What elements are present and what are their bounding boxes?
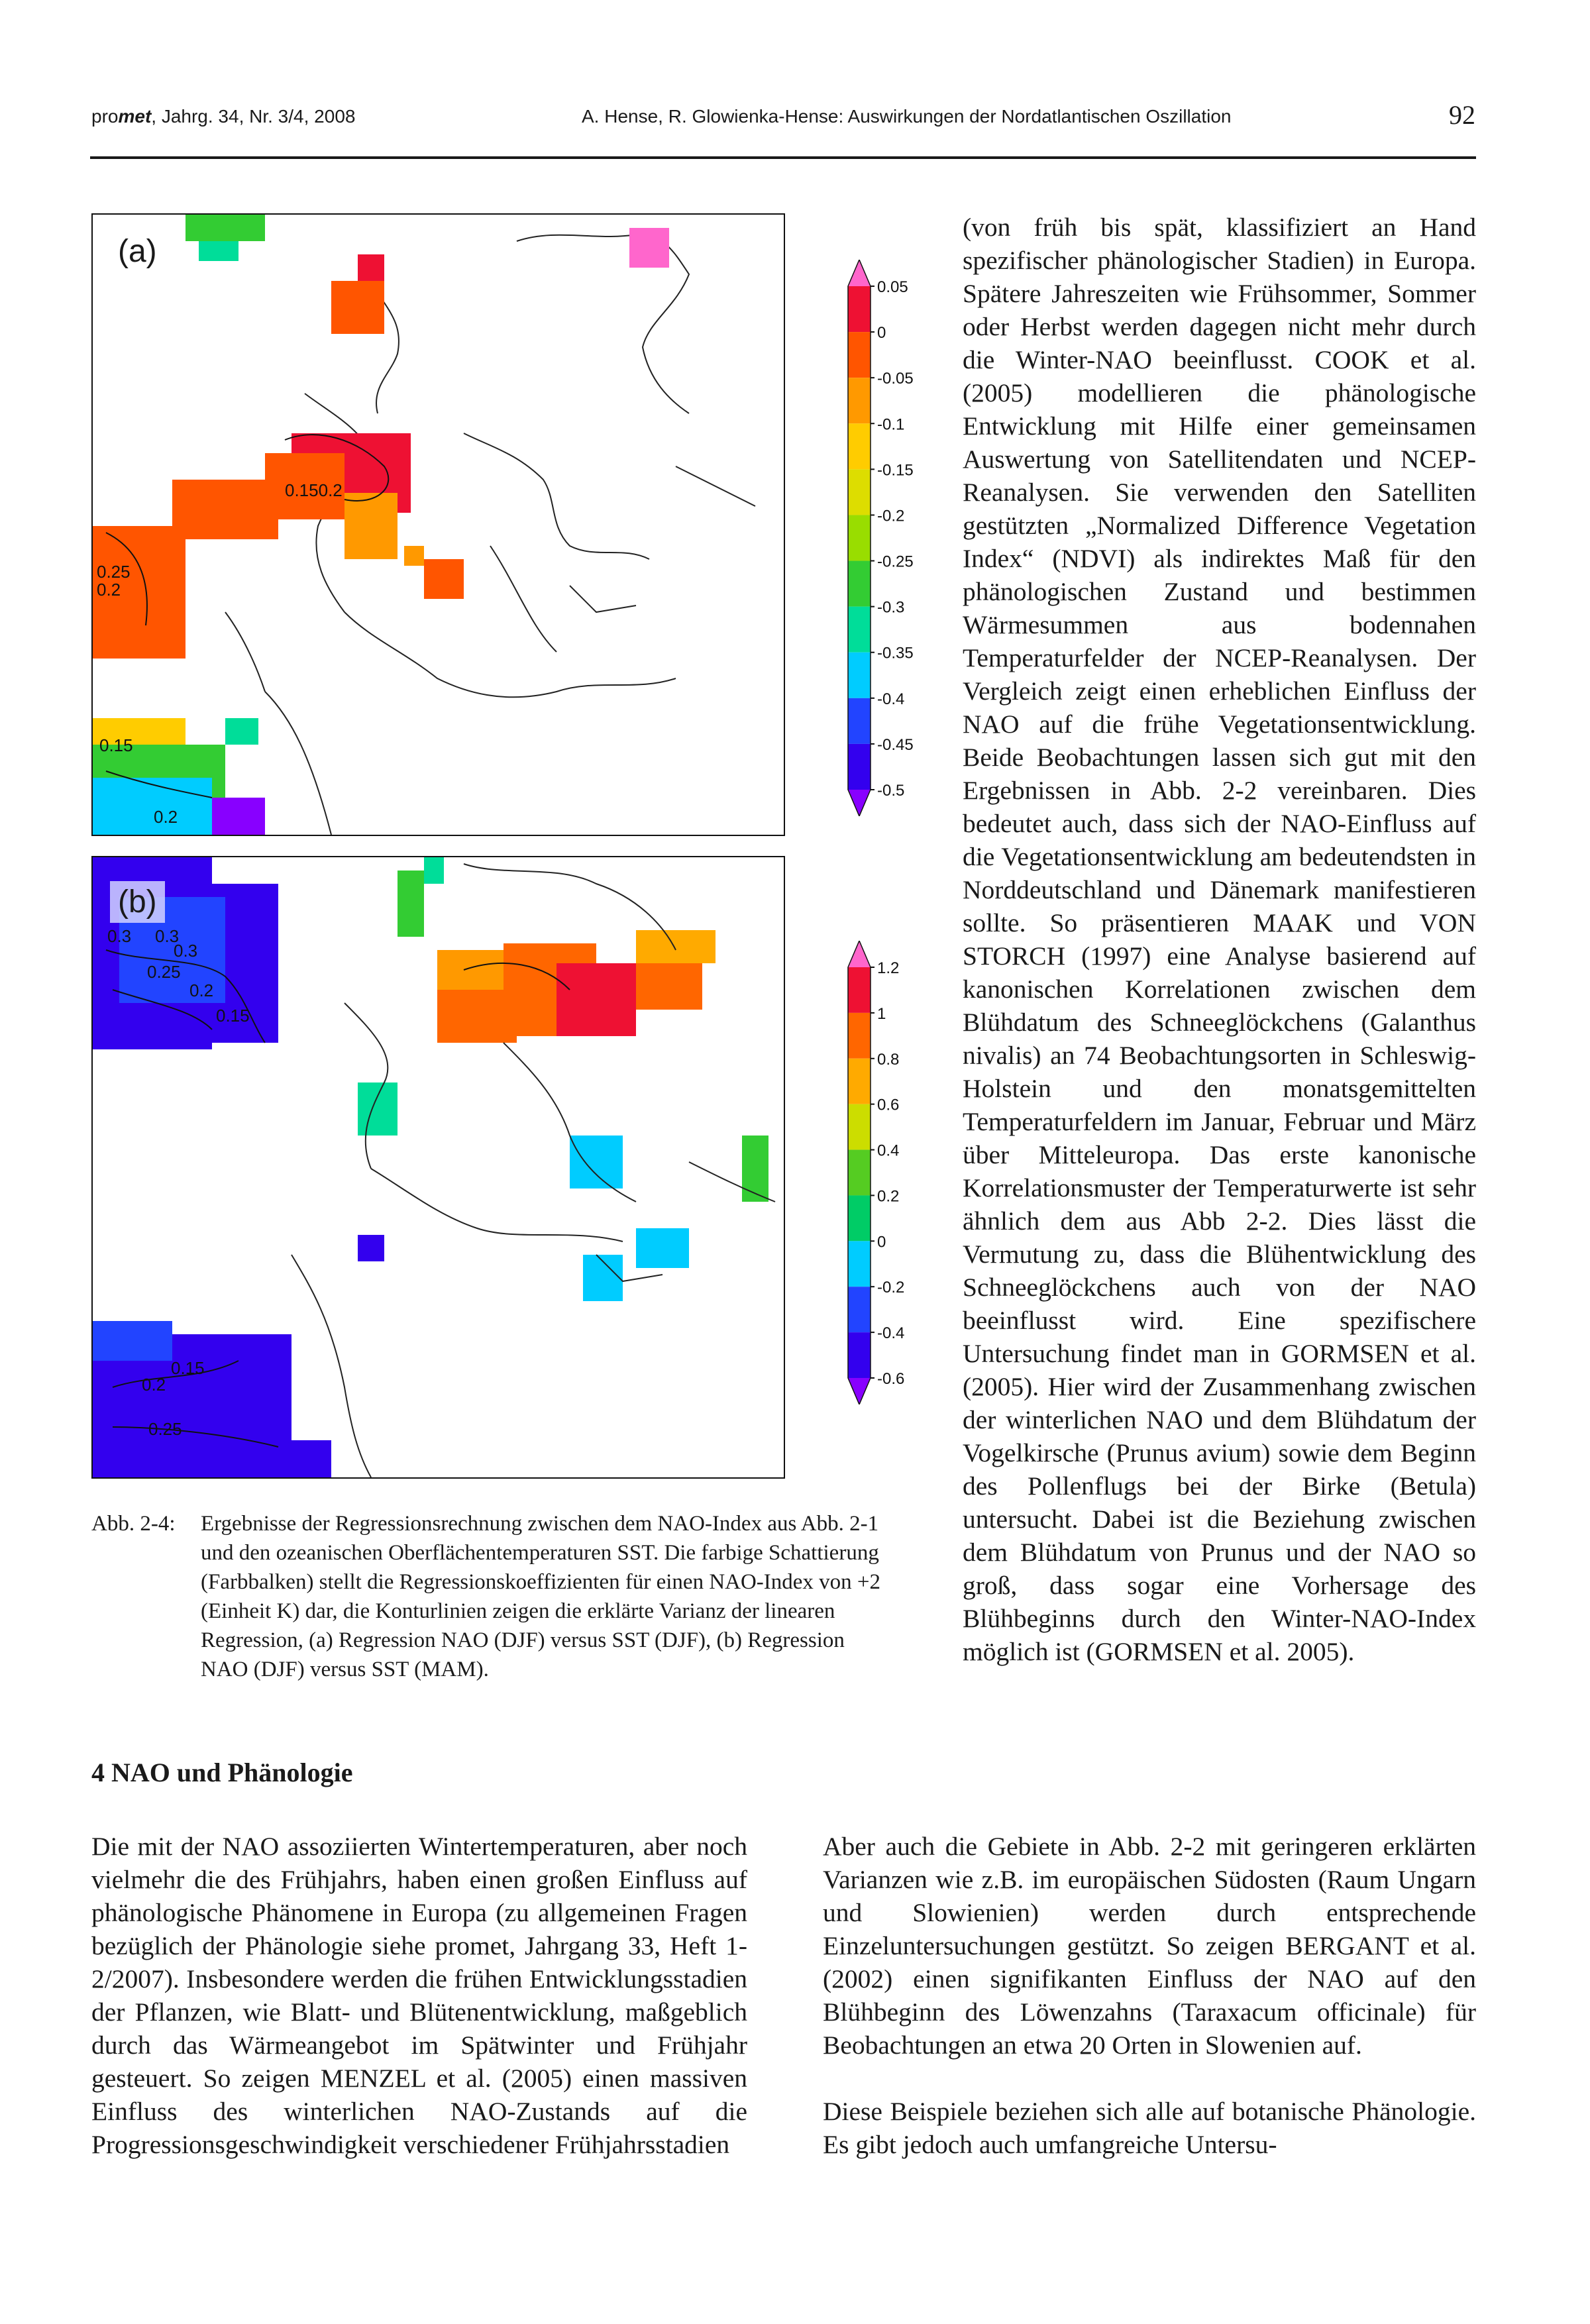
- colorbar-segment: [848, 332, 871, 378]
- colorbar-b: [841, 941, 934, 1404]
- colorbar-tick-label: -0.2: [877, 507, 905, 525]
- colorbar-tick-label: -0.1: [877, 415, 905, 434]
- colorbar-segment: [848, 561, 871, 607]
- colorbar-tick-label: 0.05: [877, 278, 908, 296]
- text-column-right: [963, 211, 1476, 1668]
- contour-label: 0.25: [147, 962, 181, 982]
- colorbar-tick-label: -0.4: [877, 690, 905, 708]
- running-title: A. Hense, R. Glowienka-Hense: Auswirkungen der Nordatlantischen Oszillation: [582, 106, 1232, 127]
- colorbar-segment: [848, 790, 871, 816]
- colorbar-tick-label: 0.6: [877, 1096, 900, 1114]
- colorbar-tick-label: -0.05: [877, 370, 914, 388]
- colorbar-tick-label: 0: [877, 324, 886, 343]
- colorbar-tick-label: -0.5: [877, 782, 905, 800]
- colorbar-tick-label: -0.35: [877, 644, 914, 662]
- colorbar-tick-label: -0.4: [877, 1324, 905, 1343]
- contour-label: 0.150.2: [285, 480, 343, 500]
- colorbar-b-graphic: [841, 941, 934, 1404]
- paragraph: Diese Beispiele beziehen sich alle auf botanische Phänologie. Es gibt jedoch auch umfangreiche Untersu-: [823, 2097, 1476, 2159]
- colorbar-segment: [848, 941, 871, 967]
- contour-label: 0.2: [142, 1375, 166, 1395]
- header-rule: [90, 156, 1476, 159]
- colorbar-segment: [848, 260, 871, 286]
- colorbar-tick-label: -0.3: [877, 598, 905, 617]
- colorbar-segment: [848, 423, 871, 469]
- panel-label-b: (b): [110, 881, 165, 923]
- contour-label: 0.15: [216, 1006, 250, 1026]
- colorbar-segment: [848, 286, 871, 332]
- colorbar-a: [841, 260, 934, 816]
- colorbar-segment: [848, 1104, 871, 1150]
- map-panel-b: [91, 856, 785, 1479]
- colorbar-segment: [848, 698, 871, 744]
- paragraph: Die mit der NAO assoziierten Wintertemperaturen, aber noch vielmehr die des Frühjahrs, haben einen großen Einfluss auf phänologische Phänomene in Europa (zu allgemeinen Fragen bezüglich der Phänologie siehe promet, Jahrgang 33, Heft 1-2/2007). Insbesondere werden die frühen Entwicklungsstadien der Pflanzen, wie Blatt- und Blütenentwicklung, maßgeblich durch das Wärmeangebot im Spätwinter und Frühjahr gesteuert. So zeigen MENZEL et al. (2005) einen massiven Einfluss des winterlichen NAO-Zustands auf die Progressionsgeschwindigkeit verschiedener Frühjahrsstadien: [91, 1832, 747, 2159]
- contour-label: 0.3: [107, 926, 132, 946]
- page-number: 92: [1449, 100, 1475, 130]
- section-heading: 4 NAO und Phänologie: [91, 1758, 353, 1787]
- contour-label: 0.2: [189, 980, 214, 1000]
- colorbar-segment: [848, 1332, 871, 1378]
- colorbar-segment: [848, 515, 871, 560]
- colorbar-segment: [848, 1013, 871, 1059]
- colorbar-segment: [848, 653, 871, 698]
- paragraph: Aber auch die Gebiete in Abb. 2-2 mit geringeren erklärten Varianzen wie z.B. im europäischen Südosten (Raum Ungarn und Slowienien) werden durch entsprechende Einzeluntersuchungen gestützt. So zeigen BERGANT et al. (2002) einen signifikanten Einfluss der NAO auf den Blühbeginn des Löwenzahns (Taraxacum officinale) für Beobachtungen an etwa 20 Orten in Slowenien auf.: [823, 1832, 1476, 2060]
- map-panel-a: [91, 213, 785, 836]
- colorbar-segment: [848, 1378, 871, 1404]
- colorbar-tick-label: -0.2: [877, 1279, 905, 1297]
- colorbar-segment: [848, 744, 871, 790]
- colorbar-segment: [848, 1287, 871, 1332]
- colorbar-tick-label: 0.4: [877, 1141, 900, 1160]
- caption-text: Ergebnisse der Regressionsrechnung zwischen dem NAO-Index aus Abb. 2-1 und den ozeanischen Oberflächentemperaturen SST. Die farbige Schattierung (Farbbalken) stellt die Regressionskoeffizienten für einen NAO-Index von +2 (Einheit K) dar, die Konturlinien zeigen die erklärte Varianz der linearen Regression, (a) Regression NAO (DJF) versus SST (DJF), (b) Regression NAO (DJF) versus SST (MAM).: [201, 1512, 881, 1681]
- colorbar-tick-label: 0: [877, 1233, 886, 1251]
- colorbar-segment: [848, 1195, 871, 1241]
- colorbar-segment: [848, 1150, 871, 1196]
- colorbar-segment: [848, 607, 871, 653]
- colorbar-segment: [848, 378, 871, 423]
- colorbar-tick-label: -0.15: [877, 461, 914, 480]
- journal-reference: promet, Jahrg. 34, Nr. 3/4, 2008: [91, 106, 356, 127]
- colorbar-tick-label: -0.25: [877, 553, 914, 571]
- colorbar-segment: [848, 1241, 871, 1287]
- colorbar-tick-label: 0.2: [877, 1187, 900, 1206]
- contour-label: 0.3: [174, 941, 198, 961]
- contour-label: 0.25: [97, 562, 131, 582]
- colorbar-a-graphic: [841, 260, 934, 816]
- map-a-graphic: [93, 215, 784, 835]
- colorbar-segment: [848, 469, 871, 515]
- contour-label: 0.2: [154, 807, 178, 827]
- text-column-bottom-left: [91, 1830, 747, 2161]
- colorbar-tick-label: 1: [877, 1004, 886, 1023]
- colorbar-tick-label: 0.8: [877, 1050, 900, 1069]
- colorbar-segment: [848, 1059, 871, 1104]
- contour-label: 0.15: [99, 735, 133, 755]
- colorbar-tick-label: -0.6: [877, 1370, 905, 1388]
- map-a-shading: [93, 215, 669, 835]
- colorbar-tick-label: -0.45: [877, 735, 914, 754]
- text-column-bottom-right: [823, 1830, 1476, 2161]
- colorbar-segment: [848, 967, 871, 1013]
- contour-label: 0.3: [155, 926, 180, 946]
- map-a-coastlines: [225, 235, 755, 835]
- paragraph: (von früh bis spät, klassifiziert an Hand spezifischer phänologischer Stadien) in Europa. Spätere Jahreszeiten wie Frühsommer, Sommer oder Herbst werden dagegen nicht mehr durch die Winter-NAO beeinflusst. COOK et al. (2005) modellieren die phänologische Entwicklung mit Hilfe einer gemeinsamen Auswertung von Satellitendaten und NCEP-Reanalysen. Sie verwenden den Satelliten gestützten „Normalized Difference Vegetation Index“ (NDVI) als indirektes Maß für den phänologischen Zustand und bestimmen Wärmesummen aus bodennahen Temperaturfelder der NCEP-Reanalysen. Der Vergleich zeigt einen erheblichen Einfluss der NAO auf die frühe Vegetationsentwicklung. Beide Beobachtungen lassen sich gut mit den Ergebnissen in Abb. 2-2 vereinbaren. Dies bedeutet auch, dass sich der NAO-Einfluss auf die Vegetationsentwicklung am bedeutendsten in Norddeutschland und Dänemark manifestieren sollte. So präsentieren MAAK und VON STORCH (1997) eine Analyse basierend auf kanonischen Korrelationen zwischen dem Blühdatum des Schneeglöckchens (Galanthus nivalis) an 74 Beobachtungsorten in Schleswig-Holstein und den monatsgemittelten Temperaturfeldern im Januar, Februar und März über Mitteleuropa. Das erste kanonische Korrelationsmuster der Temperaturwerte ist sehr ähnlich dem aus Abb 2-2. Dies lässt die Vermutung zu, dass die Blühentwicklung des Schneeglöckchens auch von der NAO beeinflusst wird. Eine spezifischere Untersuchung findet man in GORMSEN et al. (2005). Hier wird der Zusammenhang zwischen der winterlichen NAO und dem Blühdatum der Vogelkirsche (Prunus avium) sowie dem Beginn des Pollenflugs bei der Birke (Betula) untersucht. Dabei ist die Beziehung zwischen dem Blühdatum von Prunus und der NAO so groß, dass sogar eine Vorhersage des Blühbeginns durch den Winter-NAO-Index möglich ist (GORMSEN et al. 2005).: [963, 213, 1476, 1666]
- contour-label: 0.2: [97, 580, 121, 600]
- caption-label: Abb. 2-4:: [91, 1512, 176, 1536]
- map-b-graphic: [93, 857, 784, 1477]
- colorbar-tick-label: 1.2: [877, 959, 900, 977]
- contour-label: 0.15: [171, 1358, 205, 1378]
- panel-label-a: (a): [110, 231, 165, 272]
- contour-label: 0.25: [148, 1419, 182, 1439]
- figure-caption: [91, 1509, 886, 1684]
